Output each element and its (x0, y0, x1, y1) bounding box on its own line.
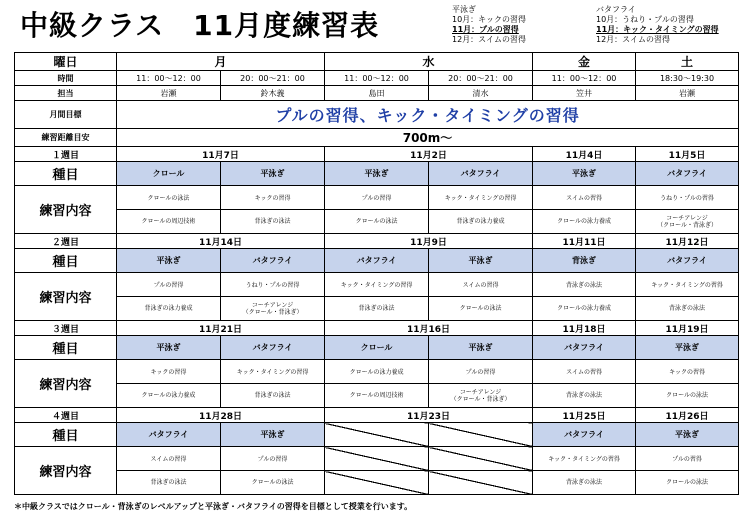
week-date: 11月23日 (325, 408, 533, 423)
week-date: 11月5日 (636, 147, 739, 162)
teacher-cell: 島田 (325, 86, 429, 101)
teacher-cell: 鈴木義 (221, 86, 325, 101)
content-cell: コーチアレンジ （クロール・背泳ぎ） (429, 384, 533, 408)
week-date: 11月26日 (636, 408, 739, 423)
content-row (15, 384, 739, 408)
event-cell: バタフライ (533, 423, 636, 447)
content-cell: プルの習得 (636, 447, 739, 471)
content-cell: キック・タイミングの習得 (533, 447, 636, 471)
event-label: 種目 (15, 162, 117, 186)
teacher-label: 担当 (15, 86, 117, 101)
content-row (15, 360, 739, 384)
week-header-row (15, 321, 739, 336)
time-cell: 20：00〜21：00 (429, 71, 533, 86)
event-label: 種目 (15, 249, 117, 273)
week-date: 11月11日 (533, 234, 636, 249)
week-date: 11月14日 (117, 234, 325, 249)
day-cell: 土 (636, 53, 739, 71)
event-cell: バタフライ (429, 162, 533, 186)
event-cell: 平泳ぎ (636, 423, 739, 447)
note-heading: 平泳ぎ (452, 5, 476, 14)
content-cell: キック・タイミングの習得 (429, 186, 533, 210)
event-cell: バタフライ (117, 423, 221, 447)
day-cell: 月 (117, 53, 325, 71)
event-cell: 平泳ぎ (429, 336, 533, 360)
content-cell: 背泳ぎの泳法 (533, 384, 636, 408)
goal-row (15, 101, 739, 129)
teacher-row (15, 86, 739, 101)
content-cell: コーチアレンジ （クロール・背泳ぎ） (221, 297, 325, 321)
content-row (15, 186, 739, 210)
content-cell: クロールの泳法 (636, 384, 739, 408)
content-cell: スイムの習得 (533, 360, 636, 384)
content-cell: スイムの習得 (117, 447, 221, 471)
content-cell: プルの習得 (117, 273, 221, 297)
content-cell: クロールの泳法 (429, 297, 533, 321)
week-header-row (15, 234, 739, 249)
week-date: 11月18日 (533, 321, 636, 336)
empty-cell (325, 471, 429, 495)
content-cell: クロールの泳力養成 (117, 384, 221, 408)
note-item: 10月：うねり・プルの習得 (596, 15, 694, 24)
content-row (15, 471, 739, 495)
day-label: 曜日 (15, 53, 117, 71)
empty-cell (325, 447, 429, 471)
event-cell: 平泳ぎ (117, 336, 221, 360)
week-date: 11月19日 (636, 321, 739, 336)
empty-cell (429, 471, 533, 495)
event-label: 種目 (15, 336, 117, 360)
time-cell: 20：00〜21：00 (221, 71, 325, 86)
content-cell: うねり・プルの習得 (636, 186, 739, 210)
week-header-row (15, 408, 739, 423)
content-cell: プルの習得 (325, 186, 429, 210)
content-cell: クロールの泳法 (325, 210, 429, 234)
week-label: １週目 (15, 147, 117, 162)
week-header-row (15, 147, 739, 162)
content-cell: クロールの泳力養成 (533, 297, 636, 321)
footer-note: ＊中級クラスではクロール・背泳ぎのレベルアップと平泳ぎ・バタフライの習得を目標として授業を行います。 (14, 502, 413, 511)
content-cell: 背泳ぎの泳法 (325, 297, 429, 321)
event-cell: バタフライ (533, 336, 636, 360)
week-date: 11月2日 (325, 147, 533, 162)
empty-cell (429, 447, 533, 471)
event-cell: バタフライ (636, 249, 739, 273)
content-label: 練習内容 (15, 273, 117, 321)
time-cell: 11：00〜12：00 (533, 71, 636, 86)
teacher-cell: 岩瀬 (636, 86, 739, 101)
content-cell: クロールの周辺技術 (117, 210, 221, 234)
content-cell: 背泳ぎの泳法 (221, 210, 325, 234)
event-cell: バタフライ (325, 249, 429, 273)
time-cell: 11：00〜12：00 (117, 71, 221, 86)
week-date: 11月7日 (117, 147, 325, 162)
day-cell: 水 (325, 53, 533, 71)
content-cell: キック・タイミングの習得 (325, 273, 429, 297)
content-cell: キックの習得 (221, 186, 325, 210)
content-cell: クロールの泳法 (117, 186, 221, 210)
page-title: 中級クラス 11月度練習表 (20, 9, 380, 42)
content-cell: 背泳ぎの泳法 (636, 297, 739, 321)
header (0, 0, 743, 52)
week-label: ２週目 (15, 234, 117, 249)
schedule-table (14, 52, 739, 495)
note-item: 12月：スイムの習得 (452, 35, 527, 44)
empty-cell (429, 423, 533, 447)
teacher-cell: 岩瀬 (117, 86, 221, 101)
content-cell: キック・タイミングの習得 (221, 360, 325, 384)
content-cell: 背泳ぎの泳法 (533, 273, 636, 297)
content-row (15, 447, 739, 471)
monthly-goal: プルの習得、キック・タイミングの習得 (117, 101, 739, 129)
distance-label: 練習距離目安 (15, 129, 117, 147)
time-label: 時間 (15, 71, 117, 86)
event-cell: 平泳ぎ (221, 162, 325, 186)
event-cell: バタフライ (221, 249, 325, 273)
content-cell: 背泳ぎの泳力養成 (429, 210, 533, 234)
empty-cell (325, 423, 429, 447)
content-cell: キック・タイミングの習得 (636, 273, 739, 297)
note-item-current: 11月：キック・タイミングの習得 (596, 25, 719, 34)
event-cell: 平泳ぎ (221, 423, 325, 447)
week-label: ４週目 (15, 408, 117, 423)
butterfly-notes (596, 5, 719, 45)
content-row (15, 297, 739, 321)
content-cell: クロールの泳法 (221, 471, 325, 495)
week-date: 11月9日 (325, 234, 533, 249)
content-cell: クロールの泳力養成 (325, 360, 429, 384)
week-date: 11月4日 (533, 147, 636, 162)
time-cell: 11：00〜12：00 (325, 71, 429, 86)
event-cell: 平泳ぎ (325, 162, 429, 186)
day-cell: 金 (533, 53, 636, 71)
event-cell: 平泳ぎ (636, 336, 739, 360)
event-cell: 平泳ぎ (533, 162, 636, 186)
distance-value: 700m〜 (117, 129, 739, 147)
week-date: 11月16日 (325, 321, 533, 336)
note-item-current: 11月：プルの習得 (452, 25, 519, 34)
week-label: ３週目 (15, 321, 117, 336)
event-cell: クロール (117, 162, 221, 186)
content-label: 練習内容 (15, 447, 117, 495)
content-cell: プルの習得 (429, 360, 533, 384)
content-cell: クロールの泳力養成 (533, 210, 636, 234)
content-cell: クロールの泳法 (636, 471, 739, 495)
event-cell: クロール (325, 336, 429, 360)
content-cell: キックの習得 (117, 360, 221, 384)
content-cell: 背泳ぎの泳法 (221, 384, 325, 408)
breaststroke-notes (452, 5, 526, 45)
event-cell: バタフライ (636, 162, 739, 186)
content-row (15, 210, 739, 234)
content-label: 練習内容 (15, 360, 117, 408)
content-cell: コーチアレンジ （クロール・背泳ぎ） (636, 210, 739, 234)
event-row (15, 162, 739, 186)
event-row (15, 249, 739, 273)
content-cell: 背泳ぎの泳法 (533, 471, 636, 495)
content-row (15, 273, 739, 297)
content-cell: 背泳ぎの泳法 (117, 471, 221, 495)
day-row (15, 53, 739, 71)
event-cell: 背泳ぎ (533, 249, 636, 273)
content-cell: スイムの習得 (533, 186, 636, 210)
event-label: 種目 (15, 423, 117, 447)
week-date: 11月25日 (533, 408, 636, 423)
note-heading: バタフライ (596, 5, 636, 14)
event-cell: バタフライ (221, 336, 325, 360)
event-cell: 平泳ぎ (117, 249, 221, 273)
teacher-cell: 笠井 (533, 86, 636, 101)
content-cell: スイムの習得 (429, 273, 533, 297)
note-item: 12月：スイムの習得 (596, 35, 671, 44)
content-label: 練習内容 (15, 186, 117, 234)
event-cell: 平泳ぎ (429, 249, 533, 273)
time-cell: 18:30〜19:30 (636, 71, 739, 86)
content-cell: プルの習得 (221, 447, 325, 471)
note-item: 10月：キックの習得 (452, 15, 527, 24)
event-row (15, 336, 739, 360)
week-date: 11月28日 (117, 408, 325, 423)
time-row (15, 71, 739, 86)
week-date: 11月21日 (117, 321, 325, 336)
content-cell: うねり・プルの習得 (221, 273, 325, 297)
content-cell: クロールの周辺技術 (325, 384, 429, 408)
week-date: 11月12日 (636, 234, 739, 249)
content-cell: 背泳ぎの泳力養成 (117, 297, 221, 321)
event-row (15, 423, 739, 447)
teacher-cell: 清水 (429, 86, 533, 101)
content-cell: キックの習得 (636, 360, 739, 384)
distance-row (15, 129, 739, 147)
goal-label: 月間目標 (15, 101, 117, 129)
